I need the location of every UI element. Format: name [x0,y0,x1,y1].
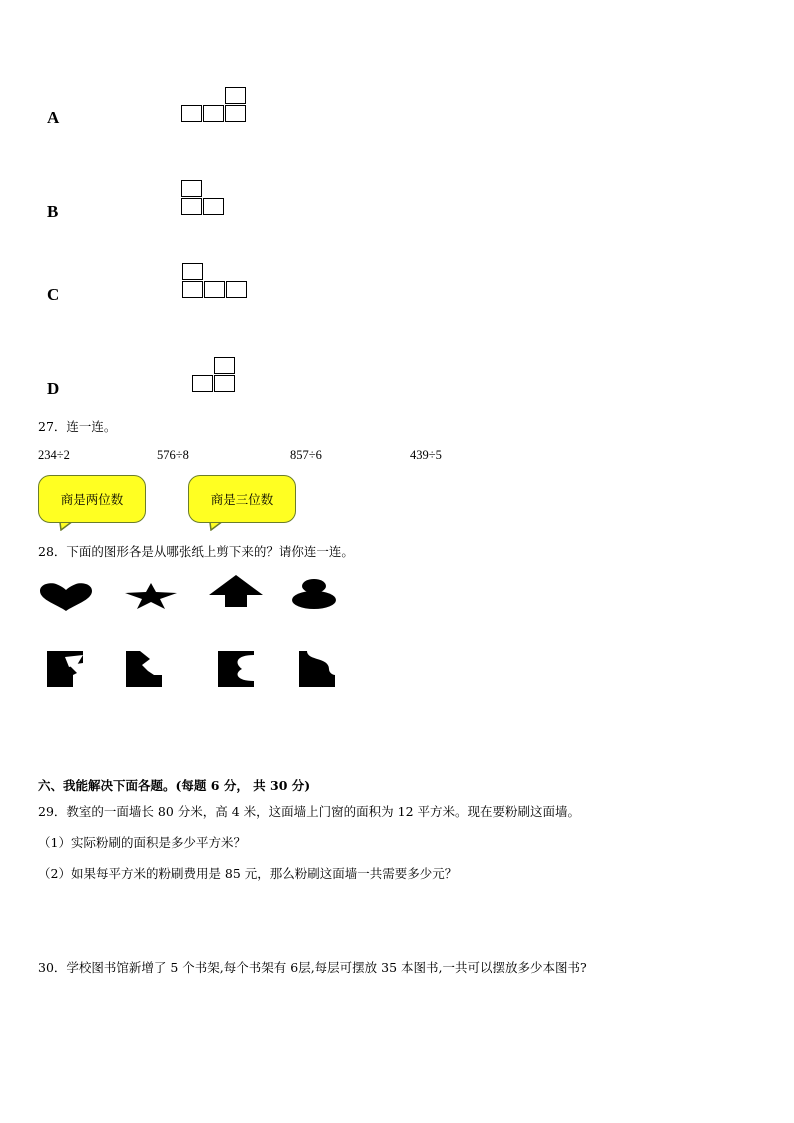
expression-3: 857÷6 [290,448,322,462]
question-29-part-2: （2）如果每平方米的粉刷费用是 85 元，那么粉刷这面墙一共需要多少元？ [38,866,458,881]
question-29-part-1: （1）实际粉刷的面积是多少平方米？ [38,835,246,850]
expression-2: 576÷8 [157,448,189,462]
cut-paper-1[interactable] [47,651,85,689]
option-d-label: D [47,379,60,398]
cut-paper-3[interactable] [218,651,256,689]
question-28-title: 28．下面的图形各是从哪张纸上剪下来的？请你连一连。 [38,544,354,559]
bubble-1-label: 商是两位数 [60,492,124,507]
cut-paper-4[interactable] [299,651,337,689]
option-c-label: C [47,285,60,304]
expression-1: 234÷2 [38,448,70,462]
cut-paper-2[interactable] [126,651,164,689]
option-b-figure [181,180,231,220]
arrow-tree-shape[interactable] [207,575,265,611]
bubble-2-label: 商是三位数 [210,492,274,507]
star-shape[interactable] [124,583,178,609]
quotient-two-digit-bubble[interactable] [38,475,146,523]
option-a-figure [181,87,251,127]
option-a-label: A [47,108,60,127]
question-27-title: 27．连一连。 [38,419,117,434]
question-29-text: 29．教室的一面墙长 80 分米，高 4 米，这面墙上门窗的面积为 12 平方米。现在要粉刷这面墙。 [38,804,581,819]
option-d-figure [192,357,242,397]
question-30-text: 30．学校图书馆新增了 5 个书架,每个书架有 6层,每层可摆放 35 本图书,一共可以摆放多少本图书? [38,960,587,975]
section-6-title: 六、我能解决下面各题。(每题 6 分， 共 30 分) [38,778,311,793]
option-b-label: B [47,202,59,221]
quotient-three-digit-bubble[interactable] [188,475,296,523]
expression-4: 439÷5 [410,448,442,462]
heart-shape[interactable] [38,580,94,612]
mushroom-shape[interactable] [290,578,338,610]
option-c-figure [182,263,254,303]
